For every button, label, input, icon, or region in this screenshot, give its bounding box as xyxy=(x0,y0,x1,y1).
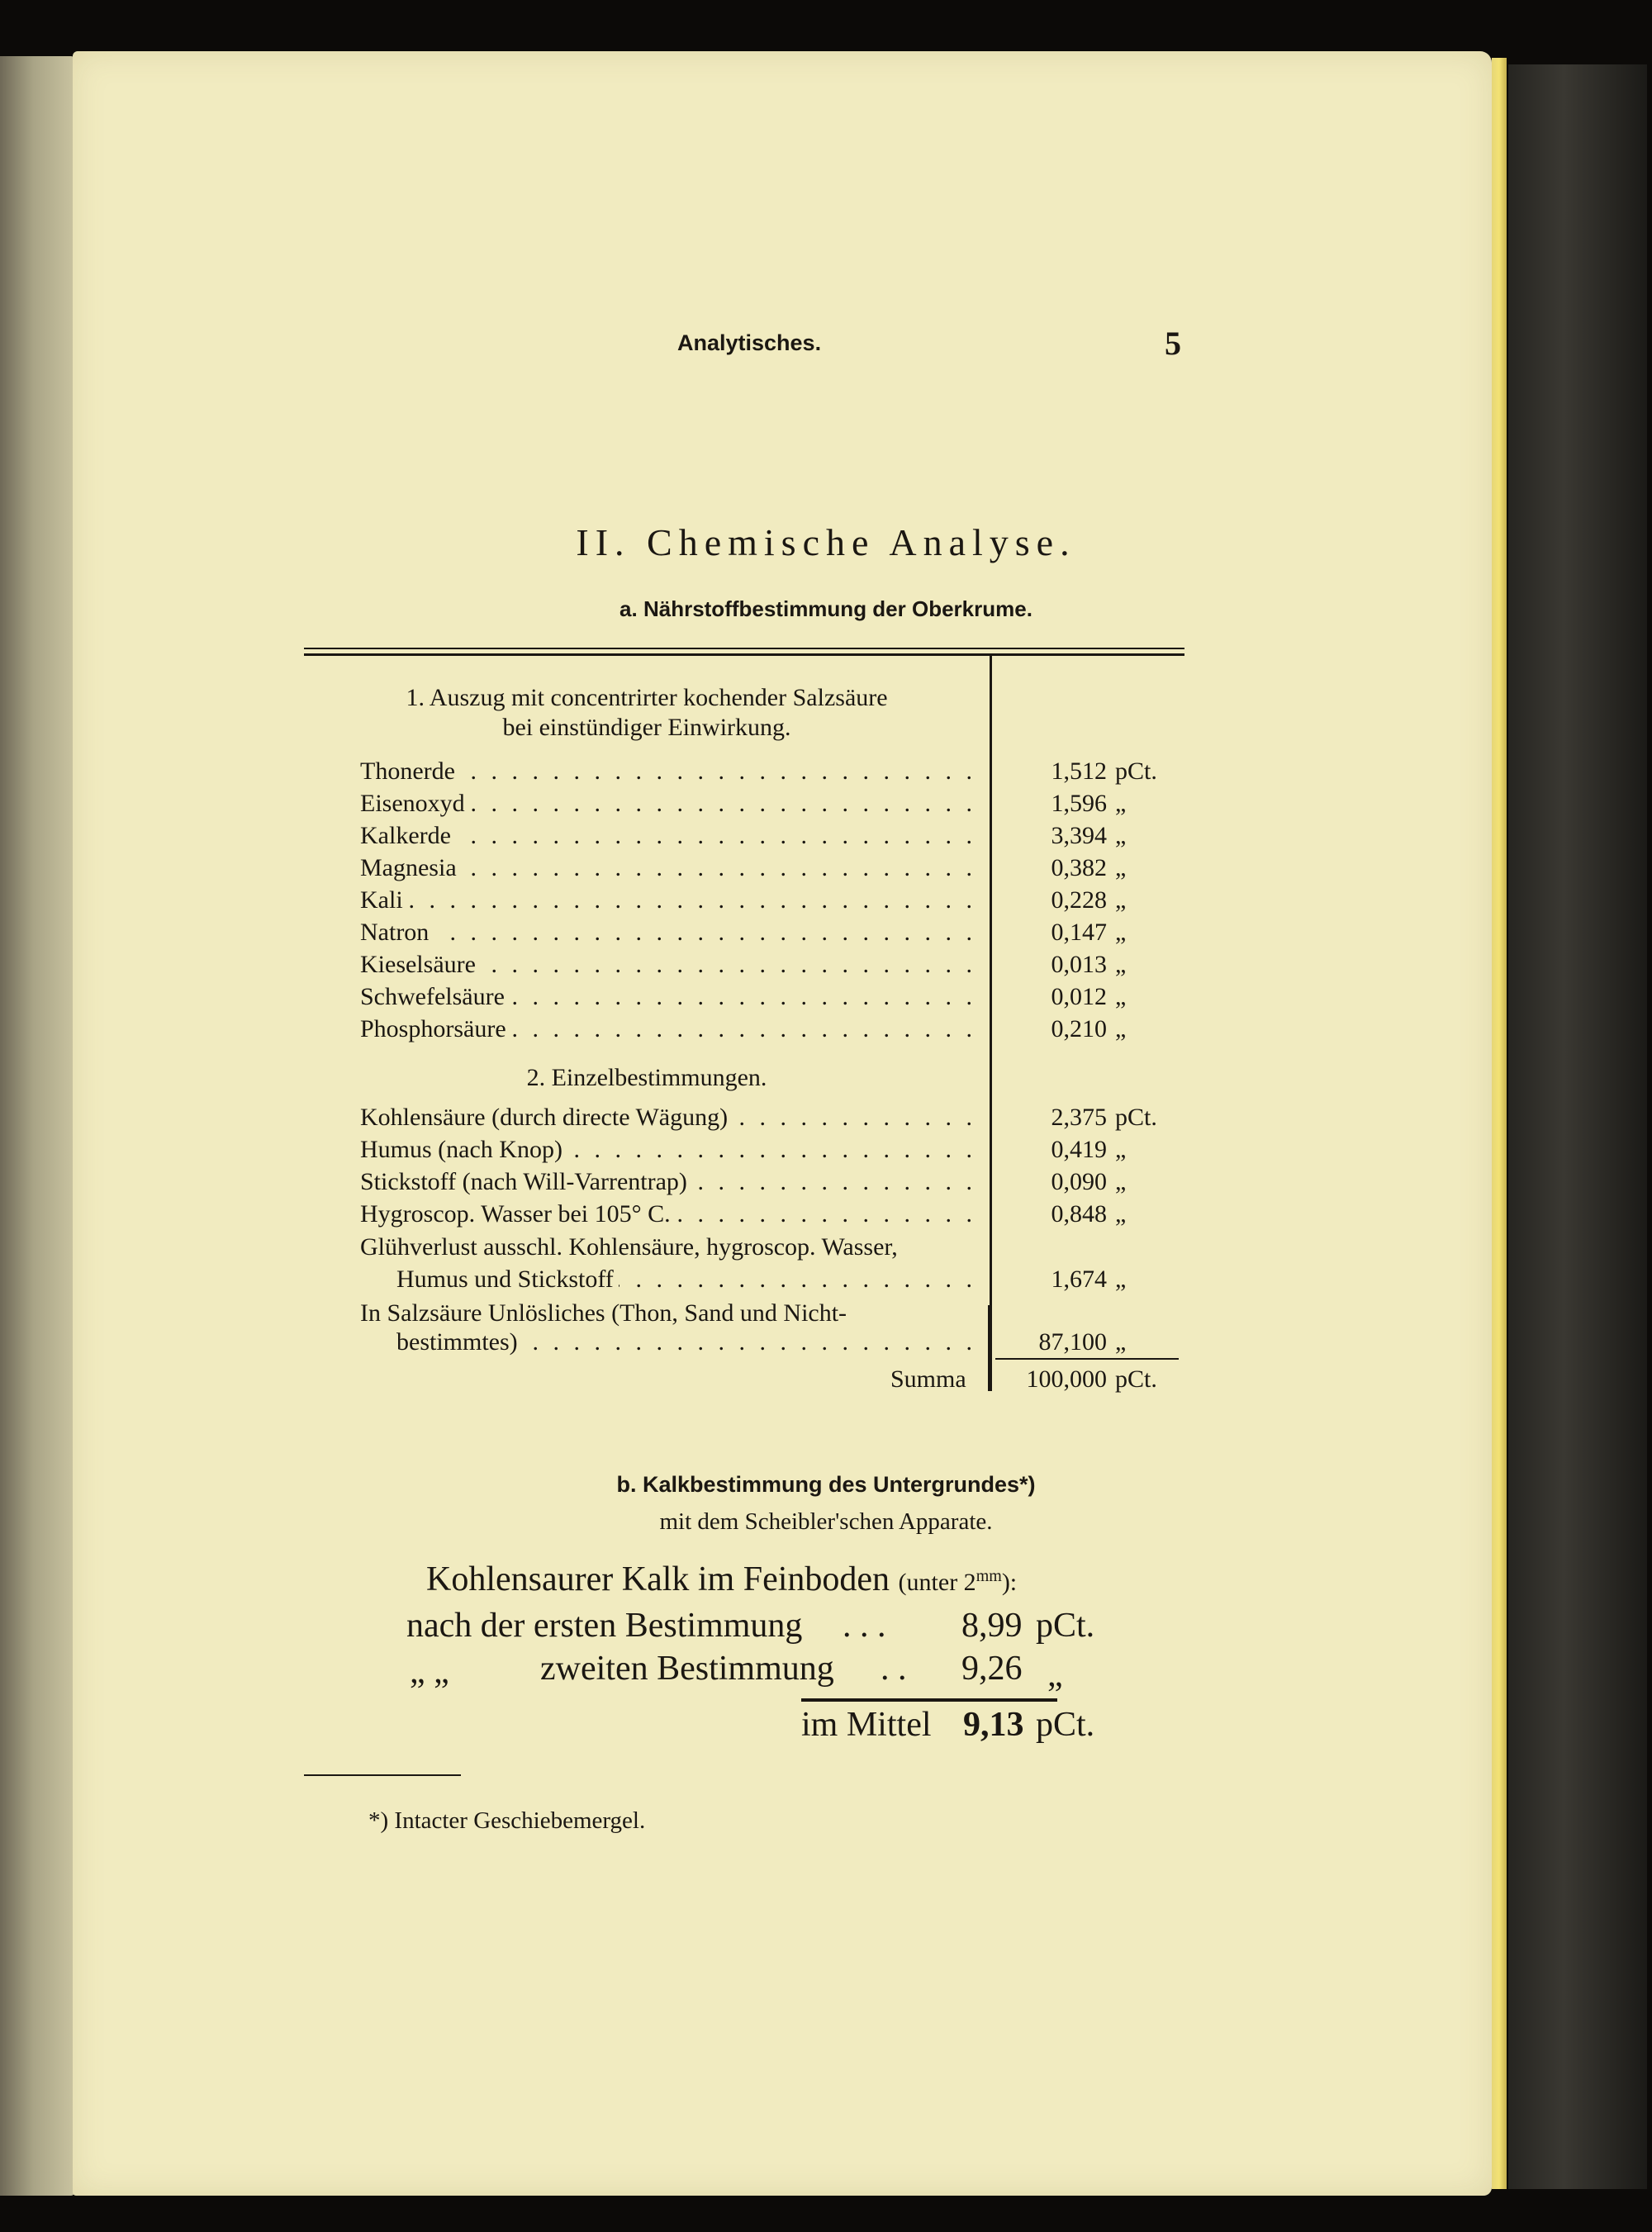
table-row xyxy=(0,1266,1652,1299)
table-top-rule xyxy=(304,648,1184,649)
row-value: 87,100 xyxy=(1038,1328,1107,1356)
table-row xyxy=(0,1233,1652,1266)
table-row xyxy=(0,1328,1652,1361)
row-unit: „ xyxy=(1115,886,1127,914)
kalk-first-label: nach der ersten Bestimmung xyxy=(406,1607,803,1645)
kalk-second-label: zweiten Bestimmung xyxy=(540,1650,834,1688)
row-label: Humus und Stickstoff xyxy=(396,1266,619,1293)
kalk-first-unit: pCt. xyxy=(1036,1607,1095,1645)
row-label: Magnesia xyxy=(360,854,462,881)
summa-label: Summa xyxy=(890,1365,966,1393)
row-unit: „ xyxy=(1115,1168,1127,1195)
group1-heading-line1: 1. Auszug mit concentrirter kochender Salzsäure xyxy=(406,684,888,711)
row-value: 0,013 xyxy=(1051,951,1107,978)
kalk-second-value: 9,26 xyxy=(961,1650,1023,1688)
mittel-rule xyxy=(801,1698,1057,1702)
table-row xyxy=(0,919,1652,952)
kalk-second-ditto: „ „ xyxy=(410,1653,449,1691)
table-row xyxy=(0,822,1652,855)
table-row xyxy=(0,1299,1652,1332)
row-label: Glühverlust ausschl. Kohlensäure, hygroscop. Wasser, xyxy=(360,1233,903,1261)
row-unit: „ xyxy=(1115,983,1127,1010)
row-value: 0,090 xyxy=(1051,1168,1107,1195)
kalk-mittel-value: 9,13 xyxy=(963,1706,1024,1744)
row-label: Thonerde xyxy=(360,757,460,785)
row-unit: pCt. xyxy=(1115,757,1157,785)
row-label: Kali xyxy=(360,886,408,914)
subsection-a-title: a. Nährstoffbestimmung der Oberkrume. xyxy=(620,596,1032,621)
table-row xyxy=(0,757,1652,791)
row-value: 0,848 xyxy=(1051,1200,1107,1228)
row-unit: „ xyxy=(1115,1328,1127,1356)
row-label: Kieselsäure xyxy=(360,951,481,978)
row-value: 0,012 xyxy=(1051,983,1107,1010)
kalk-first-value: 8,99 xyxy=(961,1607,1023,1645)
kalk-mittel-label: im Mittel xyxy=(801,1706,932,1744)
group1-heading-line2: bei einstündiger Einwirkung. xyxy=(502,714,791,741)
table-row xyxy=(0,1200,1652,1233)
row-value: 0,228 xyxy=(1051,886,1107,914)
summa-value: 100,000 xyxy=(1026,1365,1107,1393)
row-value: 0,147 xyxy=(1051,919,1107,946)
summa-rule xyxy=(995,1358,1179,1360)
row-label: Kalkerde xyxy=(360,822,456,849)
row-value: 1,596 xyxy=(1051,790,1107,817)
row-value: 0,210 xyxy=(1051,1015,1107,1042)
row-label: Kohlensäure (durch directe Wägung) xyxy=(360,1104,733,1131)
page-number: 5 xyxy=(1165,325,1181,362)
kalk-intro-text: Kohlensaurer Kalk im Feinboden xyxy=(426,1560,890,1598)
row-value: 3,394 xyxy=(1051,822,1107,849)
row-label: Humus (nach Knop) xyxy=(360,1136,567,1163)
row-label: Eisenoxyd xyxy=(360,790,470,817)
kalk-intro xyxy=(426,1560,1017,1599)
group2-heading: 2. Einzelbestimmungen. xyxy=(526,1064,767,1091)
row-label: In Salzsäure Unlösliches (Thon, Sand und Nicht- xyxy=(360,1299,852,1327)
summa-row xyxy=(0,1365,1652,1399)
row-unit: „ xyxy=(1115,854,1127,881)
footnote: *) Intacter Geschiebemergel. xyxy=(368,1807,646,1834)
row-label: Stickstoff (nach Will-Varrentrap) xyxy=(360,1168,692,1195)
table-row xyxy=(0,1168,1652,1201)
table-top-rule-thick xyxy=(304,653,1184,656)
table-row xyxy=(0,790,1652,823)
row-unit: „ xyxy=(1115,951,1127,978)
row-label: Hygroscop. Wasser bei 105° C. xyxy=(360,1200,676,1228)
kalk-second-unit: „ xyxy=(1047,1656,1063,1694)
row-value: 1,512 xyxy=(1051,757,1107,785)
table-row xyxy=(0,1136,1652,1169)
row-label: bestimmtes) xyxy=(396,1328,523,1356)
row-label: Schwefelsäure xyxy=(360,983,510,1010)
row-unit: „ xyxy=(1115,1200,1127,1228)
row-label: Natron xyxy=(360,919,434,946)
table-row xyxy=(0,886,1652,919)
row-value: 1,674 xyxy=(1051,1266,1107,1293)
row-unit: „ xyxy=(1115,1015,1127,1042)
row-unit: „ xyxy=(1115,790,1127,817)
subsection-b-title: b. Kalkbestimmung des Untergrundes*) xyxy=(616,1472,1036,1497)
row-label: Phosphorsäure xyxy=(360,1015,511,1042)
section-title: II. Chemische Analyse. xyxy=(576,521,1076,563)
kalk-mittel-unit: pCt. xyxy=(1036,1706,1095,1744)
footnote-rule xyxy=(304,1774,461,1776)
summa-unit: pCt. xyxy=(1115,1365,1157,1393)
row-value: 2,375 xyxy=(1051,1104,1107,1131)
row-unit: „ xyxy=(1115,1266,1127,1293)
table-row xyxy=(0,1015,1652,1048)
kalk-intro-unit: (unter $2^{mm}$): xyxy=(898,1567,1018,1596)
row-value: 0,419 xyxy=(1051,1136,1107,1163)
row-unit: pCt. xyxy=(1115,1104,1157,1131)
kalk-second-dots: . . xyxy=(881,1650,907,1688)
running-header: Analytisches. xyxy=(677,330,822,355)
subsection-b-subtitle: mit dem Scheibler'schen Apparate. xyxy=(659,1508,993,1535)
row-unit: „ xyxy=(1115,822,1127,849)
row-unit: „ xyxy=(1115,1136,1127,1163)
table-row xyxy=(0,854,1652,887)
table-row xyxy=(0,983,1652,1016)
kalk-first-dots: . . . xyxy=(843,1607,886,1645)
row-value: 0,382 xyxy=(1051,854,1107,881)
table-row xyxy=(0,1104,1652,1137)
table-row xyxy=(0,951,1652,984)
row-unit: „ xyxy=(1115,919,1127,946)
